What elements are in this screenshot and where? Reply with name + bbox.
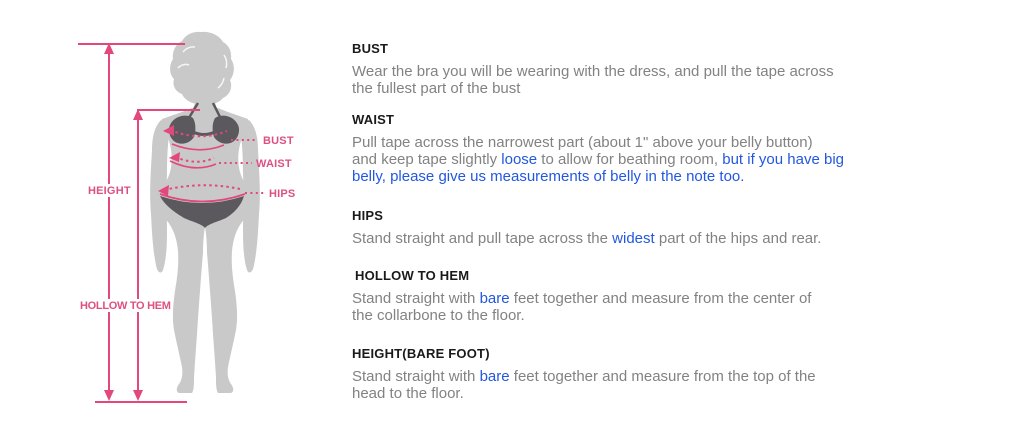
text-segment: Pull tape across the narrowest part (about 1" above your belly button) and keep tape slightly — [352, 134, 813, 168]
text-segment: Stand straight with — [352, 368, 480, 385]
text-segment: Stand straight and pull tape across the — [352, 230, 613, 247]
section-bust — [352, 41, 952, 97]
text-segment: Wear the bra you will be wearing with the dress, and pull the tape across the fullest part of the bust — [352, 63, 834, 97]
height-label: HEIGHT — [88, 185, 131, 197]
text-segment: Stand straight with — [352, 290, 480, 307]
instructions-panel — [352, 41, 952, 402]
height-instructions — [352, 368, 952, 402]
highlight-bare: bare — [479, 290, 510, 307]
highlight-big-belly-note: but if you have big belly, please give us measurements of belly in the note too. — [352, 151, 845, 185]
bust-label: BUST — [263, 135, 294, 147]
hollow-to-hem-instructions — [352, 290, 952, 324]
height-heading: HEIGHT(BARE FOOT) — [352, 346, 490, 361]
text-segment: feet together and measure from the center of the collarbone to the floor. — [352, 290, 812, 324]
highlight-bare: bare — [479, 368, 510, 385]
section-waist — [352, 112, 952, 185]
waist-heading: WAIST — [352, 112, 395, 127]
section-hollow-to-hem — [352, 268, 952, 324]
hollow-to-hem-label: HOLLOW TO HEM — [80, 300, 171, 312]
bust-heading: BUST — [352, 41, 389, 56]
bust-instructions — [352, 63, 952, 97]
text-segment: feet together and measure from the top of the head to the floor. — [352, 368, 816, 402]
highlight-loose: loose — [501, 151, 538, 168]
measurement-diagram — [0, 0, 330, 426]
waist-label: WAIST — [256, 158, 292, 170]
section-height — [352, 346, 952, 402]
section-hips — [352, 208, 952, 247]
hollow-to-hem-heading: HOLLOW TO HEM — [355, 268, 470, 283]
measurement-figure — [0, 0, 330, 426]
hips-label: HIPS — [269, 188, 296, 200]
highlight-widest: widest — [612, 230, 655, 247]
text-segment: to allow for beathing room, — [537, 151, 723, 168]
text-segment: part of the hips and rear. — [654, 230, 822, 247]
hips-heading: HIPS — [352, 208, 384, 223]
torso-and-legs — [158, 108, 253, 393]
waist-instructions — [352, 134, 952, 185]
hips-instructions — [352, 230, 952, 247]
